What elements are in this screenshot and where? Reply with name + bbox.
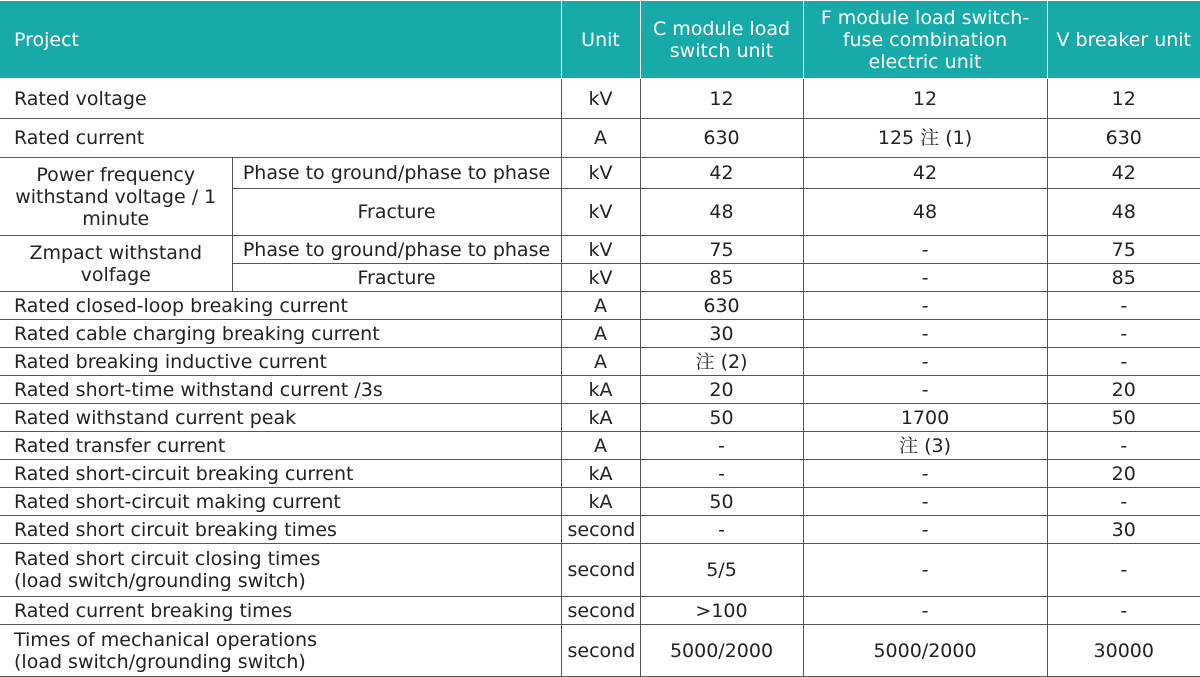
row-v-value: - <box>1047 432 1200 460</box>
row-sublabel: Fracture <box>232 189 561 236</box>
row-v-value: 48 <box>1047 189 1200 236</box>
row-label: Rated cable charging breaking current <box>0 320 561 348</box>
row-c-value: 5000/2000 <box>640 625 803 677</box>
row-c-value: - <box>640 432 803 460</box>
header-project: Project <box>0 1 561 79</box>
row-f-value: 12 <box>803 79 1047 119</box>
row-unit: A <box>561 320 640 348</box>
table-row <box>0 236 1200 264</box>
row-v-value: 42 <box>1047 158 1200 189</box>
row-unit: kV <box>561 264 640 292</box>
row-unit: A <box>561 432 640 460</box>
row-sublabel: Fracture <box>232 264 561 292</box>
row-unit: second <box>561 516 640 544</box>
table-row <box>0 516 1200 544</box>
row-v-value: 20 <box>1047 460 1200 488</box>
row-sublabel: Phase to ground/phase to phase <box>232 158 561 189</box>
row-c-value: 85 <box>640 264 803 292</box>
row-c-value: 48 <box>640 189 803 236</box>
row-label: Rated breaking inductive current <box>0 348 561 376</box>
row-c-value: 630 <box>640 292 803 320</box>
row-unit: kV <box>561 158 640 189</box>
row-label: Rated transfer current <box>0 432 561 460</box>
row-c-value: 5/5 <box>640 544 803 597</box>
table-row <box>0 376 1200 404</box>
row-unit: A <box>561 348 640 376</box>
row-c-value: - <box>640 516 803 544</box>
row-c-value: 75 <box>640 236 803 264</box>
row-label: Rated current <box>0 119 561 158</box>
row-v-value: - <box>1047 348 1200 376</box>
row-label: Rated short circuit closing times (load switch/grounding switch) <box>0 544 561 597</box>
row-unit: A <box>561 292 640 320</box>
table-row <box>0 488 1200 516</box>
header-f-module: F module load switch-fuse combination electric unit <box>803 1 1047 79</box>
row-f-value: - <box>803 320 1047 348</box>
row-c-value: 30 <box>640 320 803 348</box>
row-f-value: - <box>803 544 1047 597</box>
row-f-value: - <box>803 597 1047 625</box>
row-v-value: 75 <box>1047 236 1200 264</box>
header-row <box>0 1 1200 79</box>
row-c-value: 12 <box>640 79 803 119</box>
row-label: Rated short-circuit making current <box>0 488 561 516</box>
table-row <box>0 320 1200 348</box>
row-v-value: - <box>1047 320 1200 348</box>
row-v-value: 30000 <box>1047 625 1200 677</box>
row-f-value: - <box>803 460 1047 488</box>
row-label: Rated short-circuit breaking current <box>0 460 561 488</box>
row-f-value: - <box>803 376 1047 404</box>
row-unit: kA <box>561 488 640 516</box>
row-unit: kA <box>561 376 640 404</box>
table-row <box>0 432 1200 460</box>
row-label: Rated current breaking times <box>0 597 561 625</box>
row-v-value: - <box>1047 292 1200 320</box>
row-unit: kV <box>561 189 640 236</box>
row-v-value: 85 <box>1047 264 1200 292</box>
row-f-value: 5000/2000 <box>803 625 1047 677</box>
row-c-value: 注 (2) <box>640 348 803 376</box>
row-f-value: - <box>803 292 1047 320</box>
row-f-value: - <box>803 516 1047 544</box>
row-unit: kA <box>561 460 640 488</box>
table-row <box>0 119 1200 158</box>
table-row <box>0 625 1200 677</box>
row-v-value: 630 <box>1047 119 1200 158</box>
header-unit: Unit <box>561 1 640 79</box>
table-row <box>0 158 1200 189</box>
row-unit: kV <box>561 236 640 264</box>
row-label: Rated short-time withstand current /3s <box>0 376 561 404</box>
table-row <box>0 460 1200 488</box>
row-f-value: - <box>803 236 1047 264</box>
row-v-value: 12 <box>1047 79 1200 119</box>
header-v-breaker: V breaker unit <box>1047 1 1200 79</box>
row-c-value: - <box>640 460 803 488</box>
row-f-value: 42 <box>803 158 1047 189</box>
row-label: Rated closed-loop breaking current <box>0 292 561 320</box>
table-row <box>0 544 1200 597</box>
row-unit: second <box>561 597 640 625</box>
row-unit: second <box>561 544 640 597</box>
table-row <box>0 79 1200 119</box>
row-c-value: 42 <box>640 158 803 189</box>
row-f-value: 注 (3) <box>803 432 1047 460</box>
row-sublabel: Phase to ground/phase to phase <box>232 236 561 264</box>
row-f-value: - <box>803 264 1047 292</box>
row-c-value: 20 <box>640 376 803 404</box>
row-c-value: 630 <box>640 119 803 158</box>
row-label: Rated voltage <box>0 79 561 119</box>
row-unit: kA <box>561 404 640 432</box>
row-f-value: - <box>803 348 1047 376</box>
row-f-value: - <box>803 488 1047 516</box>
row-f-value: 125 注 (1) <box>803 119 1047 158</box>
row-v-value: 50 <box>1047 404 1200 432</box>
row-f-value: 1700 <box>803 404 1047 432</box>
row-unit: kV <box>561 79 640 119</box>
table-row <box>0 292 1200 320</box>
row-c-value: 50 <box>640 488 803 516</box>
row-v-value: - <box>1047 597 1200 625</box>
row-v-value: 20 <box>1047 376 1200 404</box>
table-row <box>0 597 1200 625</box>
row-f-value: 48 <box>803 189 1047 236</box>
row-label: Times of mechanical operations (load switch/grounding switch) <box>0 625 561 677</box>
row-c-value: >100 <box>640 597 803 625</box>
row-v-value: - <box>1047 488 1200 516</box>
group-label-power-frequency: Power frequency withstand voltage / 1 minute <box>0 158 232 236</box>
row-c-value: 50 <box>640 404 803 432</box>
row-label: Rated short circuit breaking times <box>0 516 561 544</box>
header-c-module: C module load switch unit <box>640 1 803 79</box>
table-row <box>0 348 1200 376</box>
row-unit: second <box>561 625 640 677</box>
group-label-impact: Zmpact withstand volfage <box>0 236 232 292</box>
row-v-value: - <box>1047 544 1200 597</box>
row-unit: A <box>561 119 640 158</box>
table-row <box>0 404 1200 432</box>
row-label: Rated withstand current peak <box>0 404 561 432</box>
row-v-value: 30 <box>1047 516 1200 544</box>
